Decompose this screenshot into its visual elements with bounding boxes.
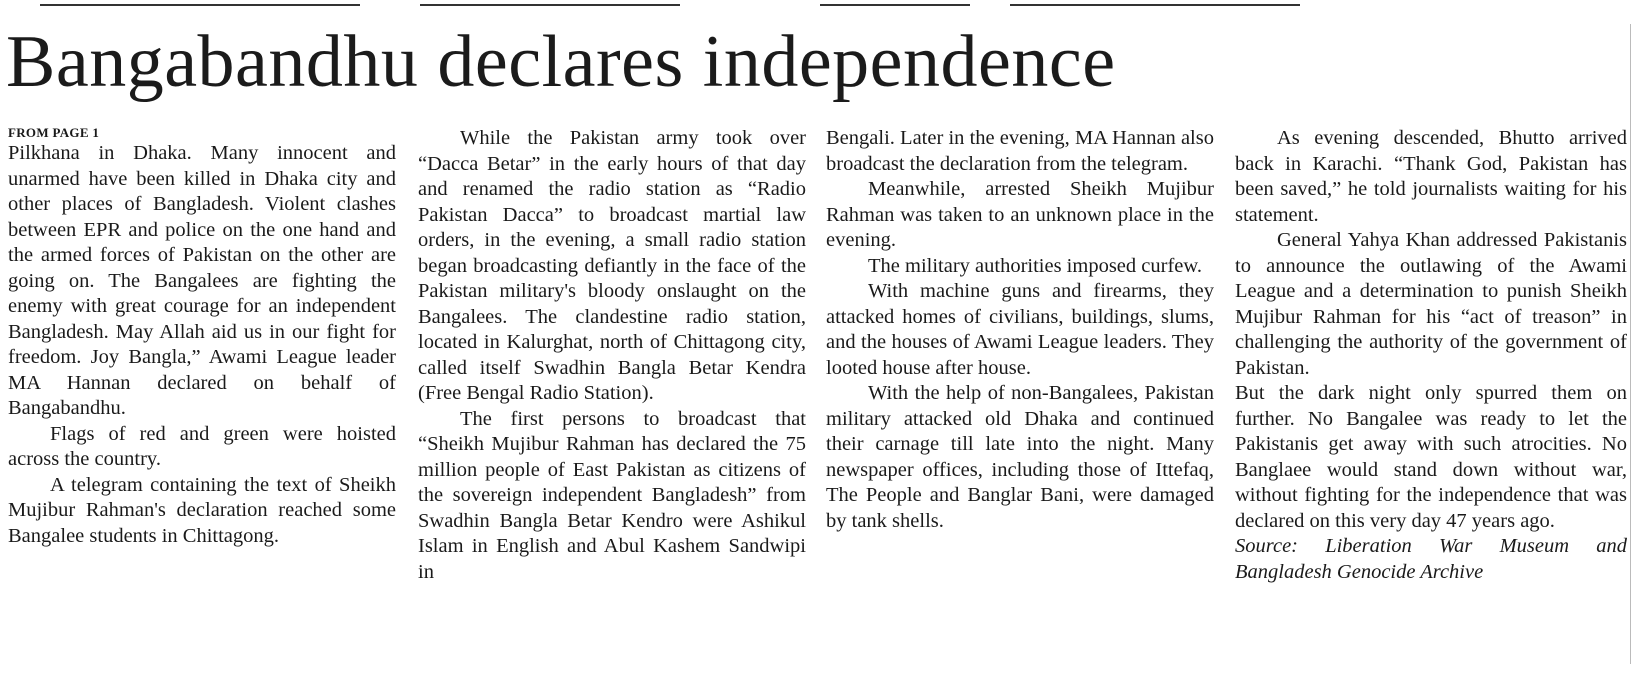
headline: Bangabandhu declares independence: [6, 21, 1116, 103]
kicker: FROM PAGE 1: [8, 125, 100, 140]
paragraph: But the dark night only spurred them on further. No Bangalee was ready to let the Pakistanis get away with such atrocities. No Banglaee would stand down without war, without fighting for the independence that was declared on this very day 47 years ago.: [1235, 382, 1627, 532]
column-3: [826, 126, 1214, 534]
paragraph: Flags of red and green were hoisted across the country.: [8, 422, 396, 470]
page-edge-rule: [1630, 24, 1631, 664]
previous-article-cut-off-text: [0, 0, 1637, 6]
paragraph: With machine guns and firearms, they attacked homes of civilians, buildings, slums, and the houses of Awami League leaders. They looted house after house.: [826, 280, 1214, 379]
column-4: [1235, 126, 1627, 585]
paragraph: A telegram containing the text of Sheikh Mujibur Rahman's declaration reached some Bangalee students in Chittagong.: [8, 473, 396, 547]
source-credit: Source: Liberation War Museum and Bangladesh Genocide Archive: [1235, 535, 1627, 583]
paragraph: General Yahya Khan addressed Pakistanis to announce the outlawing of the Awami League and a determination to punish Sheikh Mujibur Rahman for his “act of treason” in challenging the authority of the government of Pakistan.: [1235, 229, 1627, 379]
paragraph: With the help of non-Bangalees, Pakistan military attacked old Dhaka and continued their carnage till late into the night. Many newspaper offices, including those of Ittefaq, The People and Banglar Bani, were damaged by tank shells.: [826, 382, 1214, 532]
column-1: [8, 126, 396, 549]
paragraph: The first persons to broadcast that “Sheikh Mujibur Rahman has declared the 75 million people of East Pakistan as citizens of the sovereign independent Bangladesh” from Swadhin Bangla Betar Kendro were Ashikul Islam in English and Abul Kashem Sandwipi in: [418, 407, 806, 583]
paragraph: The military authorities imposed curfew.: [868, 254, 1202, 277]
paragraph: While the Pakistan army took over “Dacca Betar” in the early hours of that day and renamed the radio station as “Radio Pakistan Dacca” to broadcast martial law orders, in the evening, a small radio station began broadcasting defiantly in the face of the Pakistan military's bloody onslaught on the Bangalees. The clandestine radio station, located in Kalurghat, north of Chittagong city, called itself Swadhin Bangla Betar Kendra (Free Bengal Radio Station).: [418, 127, 806, 404]
paragraph: Meanwhile, arrested Sheikh Mujibur Rahman was taken to an unknown place in the evening.: [826, 178, 1214, 251]
paragraph: As evening descended, Bhutto arrived back in Karachi. “Thank God, Pakistan has been saved,” he told journalists waiting for his statement.: [1235, 127, 1627, 226]
column-2: [418, 126, 806, 585]
paragraph: Bengali. Later in the evening, MA Hannan also broadcast the declaration from the telegram.: [826, 127, 1214, 175]
paragraph: Pilkhana in Dhaka. Many innocent and unarmed have been killed in Dhaka city and other places of Bangladesh. Violent clashes between EPR and police on the one hand and the armed forces of Pakistan on the other are going on. The Bangalees are fighting the enemy with great courage for an independent Bangladesh. May Allah aid us in our fight for freedom. Joy Bangla,” Awami League leader MA Hannan declared on behalf of Bangabandhu.: [8, 142, 396, 419]
